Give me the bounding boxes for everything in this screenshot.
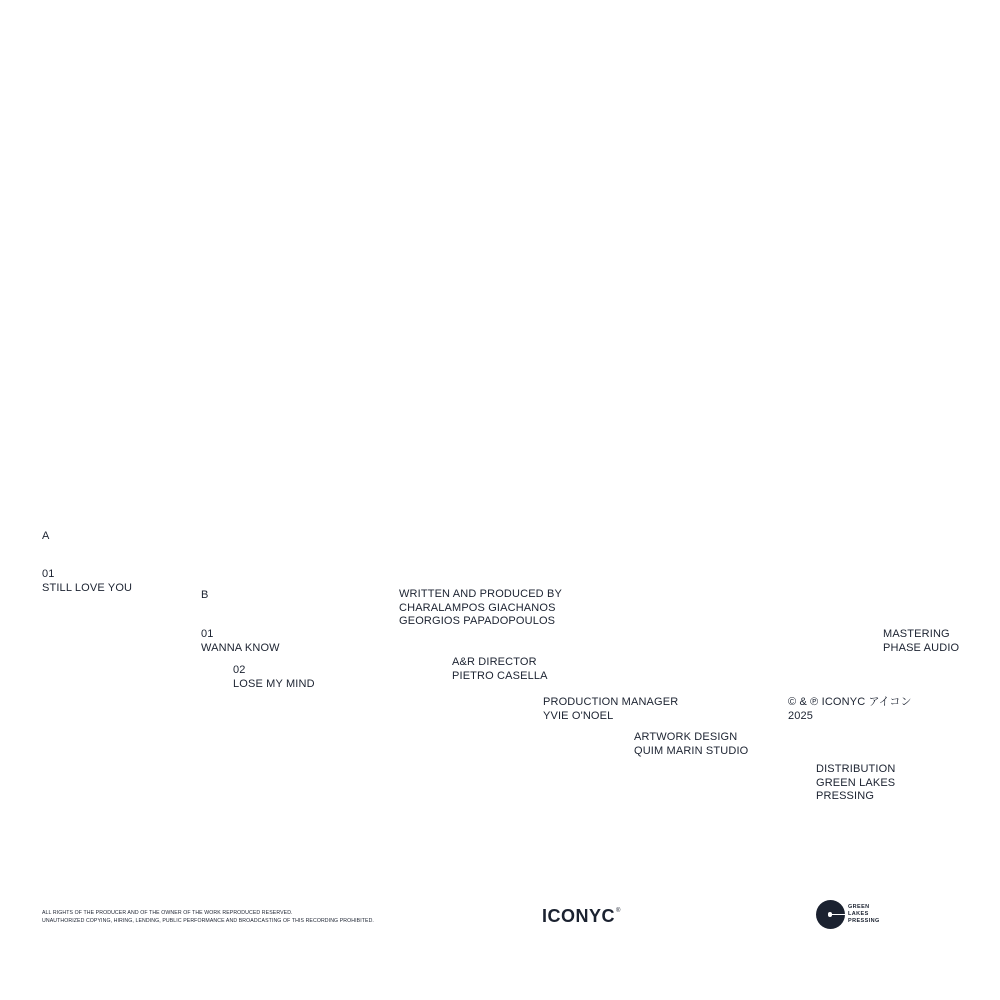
credit-name: YVIE O'NOEL — [543, 709, 614, 722]
legal-line: UNAUTHORIZED COPYING, HIRING, LENDING, PUBLIC PERFORMANCE AND BROADCASTING OF THIS RECORDING PROHIBITED. — [42, 917, 374, 924]
iconyc-wordmark-icon: ICONYC — [542, 906, 616, 926]
credit-name: PHASE AUDIO — [883, 641, 960, 654]
credit-written-produced — [399, 588, 562, 629]
credit-name: GREEN LAKES — [816, 776, 896, 789]
green-lakes-pressing-logo-icon — [816, 900, 845, 929]
copyright-notice — [788, 696, 912, 723]
credit-role: WRITTEN AND PRODUCED BY — [399, 588, 562, 600]
iconyc-logo — [542, 905, 620, 927]
track-title: LOSE MY MIND — [233, 677, 315, 690]
track-number: 02 — [233, 664, 246, 676]
credit-role: A&R DIRECTOR — [452, 656, 537, 668]
side-b-track-1 — [201, 628, 280, 655]
registered-mark: ® — [616, 908, 621, 914]
glp-logo-line: LAKES — [848, 910, 869, 917]
legal-notice — [42, 910, 374, 925]
credit-role: PRODUCTION MANAGER — [543, 696, 679, 708]
credit-production-manager — [543, 696, 678, 723]
track-number: 01 — [42, 568, 55, 580]
copyright-line: © & ℗ ICONYC アイコン — [788, 696, 912, 708]
credit-name: GEORGIOS PAPADOPOULOS — [399, 615, 556, 627]
credit-name: CHARALAMPOS GIACHANOS — [399, 601, 556, 614]
credit-role: DISTRIBUTION — [816, 763, 896, 775]
side-a-track-1 — [42, 568, 132, 595]
credit-distribution — [816, 763, 895, 804]
side-a-label: A — [42, 530, 50, 542]
side-b-label: B — [201, 589, 209, 601]
credit-name: PRESSING — [816, 790, 875, 802]
track-number: 01 — [201, 628, 214, 640]
credit-role: MASTERING — [883, 628, 950, 640]
credit-role: ARTWORK DESIGN — [634, 731, 738, 743]
legal-line: ALL RIGHTS OF THE PRODUCER AND OF THE OWNER OF THE WORK REPRODUCED RESERVED. — [42, 910, 293, 916]
credit-artwork-design — [634, 731, 748, 758]
credit-name: QUIM MARIN STUDIO — [634, 744, 749, 757]
track-title: STILL LOVE YOU — [42, 581, 133, 594]
glp-logo-text — [848, 904, 880, 926]
credit-mastering — [883, 628, 959, 655]
credit-ar-director — [452, 656, 548, 683]
green-lakes-pressing-logo — [816, 900, 880, 929]
glp-logo-line: GREEN — [848, 903, 870, 910]
glp-logo-line: PRESSING — [848, 918, 880, 925]
track-title: WANNA KNOW — [201, 641, 280, 654]
side-b-track-2 — [233, 664, 315, 691]
copyright-year: 2025 — [788, 709, 814, 722]
credit-name: PIETRO CASELLA — [452, 669, 548, 682]
